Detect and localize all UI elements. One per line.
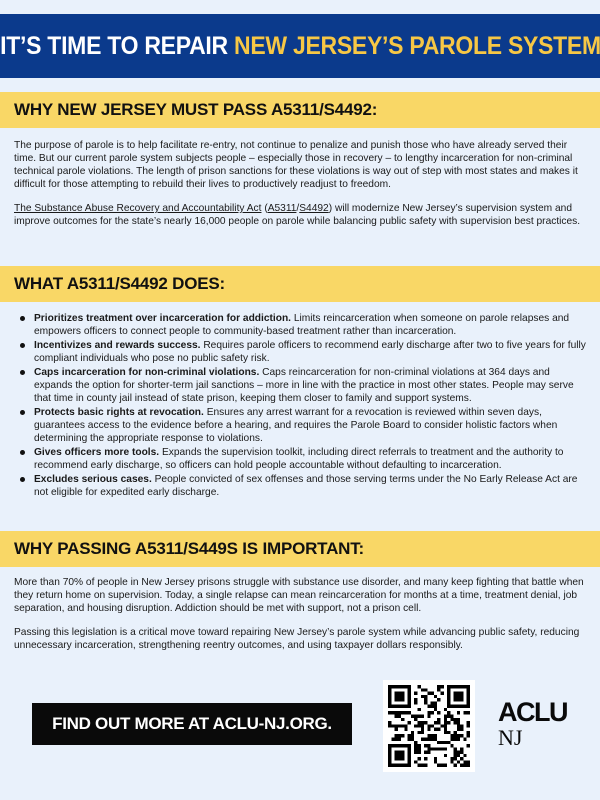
list-item: Protects basic rights at revocation. Ensures any arrest warrant for a revocation is reviewed within seven days, guarantees access to the evidence before a hearing, and requires the Parole Board to consider holistic factors when determining the appropriate response to violations. [14, 406, 588, 445]
paragraph-purpose: The purpose of parole is to help facilitate re-entry, not continue to penalize and punish those who have already served their time. But our current parole system subjects people – especially those in recovery – to lengthy incarceration for non-criminal technical parole violations. The length of prison sanctions for these violations is way out of step with most states and makes it difficult for those attempting to rebuild their lives to productively readjust to freedom. [14, 140, 578, 190]
section-body-why-important [14, 576, 588, 663]
title-white-part: IT’S TIME TO REPAIR [0, 31, 234, 60]
section-heading-why-important: WHY PASSING A5311/S449S IS IMPORTANT: [14, 539, 365, 558]
section-heading-bar-why-pass [0, 92, 600, 128]
list-item: Caps incarceration for non-criminal violations. Caps reincarceration for non-criminal violations at 364 days and expands the option for shorter-term jail sanctions – more in line with the practice in most other states. People may serve that time in county jail instead of state prison, keeping them closer to family and support systems. [14, 366, 588, 405]
paragraph-act: The Substance Abuse Recovery and Accountability Act (A5311/S4492) will modernize New Jersey’s supervision system and improve outcomes for the state’s nearly 16,000 people on parole while balancing public safety with supervision best practices. [14, 203, 581, 227]
logo-nj-text: NJ [498, 725, 523, 750]
list-item: Prioritizes treatment over incarceration for addiction. Limits reincarceration when someone on parole relapses and empowers officers to connect people to community-based treatment rather than incarceration. [14, 312, 588, 338]
section-body-what-does [14, 312, 588, 500]
qr-code-icon[interactable] [383, 680, 475, 772]
section-heading-what-does: WHAT A5311/S4492 DOES: [14, 274, 226, 293]
section-body-why-pass [14, 139, 588, 239]
bill-link-a5311[interactable]: A5311 [267, 203, 297, 214]
paragraph-substance-use: More than 70% of people in New Jersey prisons struggle with substance use disorder, and many keep fighting that battle when they return home on supervision. Today, a single relapse can mean reincarceration for months at a time, treatment denial, job separation, and housing disruption. Addiction should be met with support, not a prison cell. [14, 577, 584, 614]
find-out-more-text: FIND OUT MORE AT ACLU-NJ.ORG. [52, 714, 332, 733]
paragraph-legislation: Passing this legislation is a critical move toward repairing New Jersey’s parole system while advancing public safety, reducing unnecessary incarceration, strengthening reentry outcomes, and using taxpayer dollars responsibly. [14, 627, 580, 651]
bill-link-s4492[interactable]: S4492 [299, 203, 329, 214]
find-out-more-banner[interactable] [32, 703, 352, 745]
section-heading-bar-why-important [0, 531, 600, 567]
page-title [0, 32, 600, 61]
section-heading-why-pass: WHY NEW JERSEY MUST PASS A5311/S4492: [14, 100, 378, 119]
title-banner [0, 14, 600, 78]
act-link[interactable]: The Substance Abuse Recovery and Accountability Act [14, 203, 262, 214]
provisions-list [14, 312, 588, 499]
list-item: Gives officers more tools. Expands the supervision toolkit, including direct referrals to treatment and the authority to recommend early discharge, so officers can hold people accountable without defaulting to incarceration. [14, 446, 588, 472]
section-heading-bar-what-does [0, 266, 600, 302]
title-yellow-part: NEW JERSEY’S PAROLE SYSTEM [233, 31, 600, 60]
logo-aclu-text: ACLU [498, 697, 567, 727]
list-item: Incentivizes and rewards success. Requires parole officers to recommend early discharge after two to five years for fully compliant individuals who pose no public safety risk. [14, 339, 588, 365]
aclu-nj-logo [498, 697, 568, 750]
list-item: Excludes serious cases. People convicted of sex offenses and those serving terms under the No Early Release Act are not eligible for expedited early discharge. [14, 473, 588, 499]
